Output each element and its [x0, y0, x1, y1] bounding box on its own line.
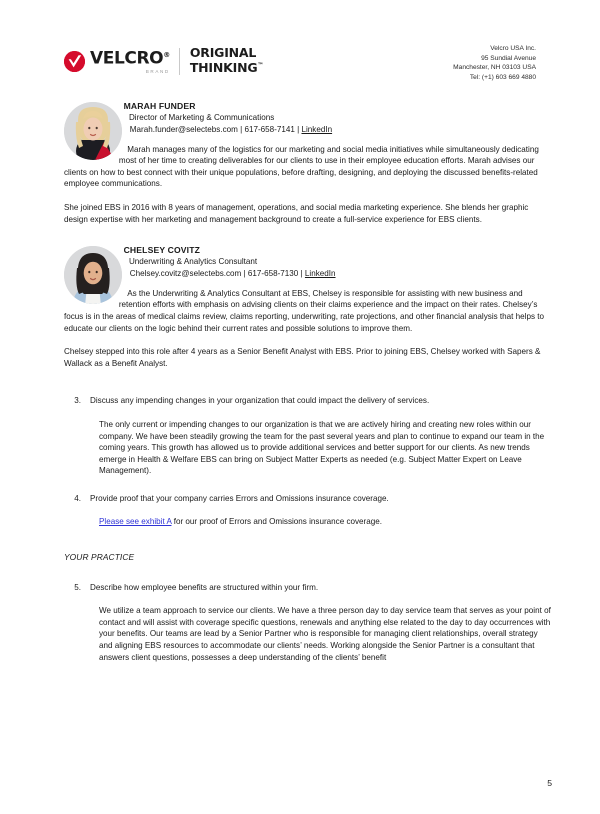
profile-title: Underwriting & Analytics Consultant — [128, 257, 258, 267]
question-number: 5. — [74, 582, 81, 592]
profile-name: CHELSEY COVITZ — [123, 245, 201, 256]
company-address — [453, 44, 536, 82]
profile-name: MARAH FUNDER — [123, 101, 196, 111]
question-text: Discuss any impending changes in your organization that could impact the delivery of services. — [90, 396, 430, 406]
profile-email: Chelsey.covitz@selectebs.com — [129, 268, 242, 278]
linkedin-link[interactable]: LinkedIn — [304, 268, 336, 278]
address-line-2: 95 Sundial Avenue — [481, 54, 536, 62]
original-thinking-tagline — [190, 47, 263, 74]
page-number: 5 — [547, 778, 552, 788]
profile-bio-1: As the Underwriting & Analytics Consultant at EBS, Chelsey is responsible for assisting with new business and retention efforts with emphasis on advising clients on their claims experience and the impact on their rates. Chelsey’s focus is in the areas of medical claims review, claims reporting, underwriting, rate projections, and other financial analysis that helps to educate our clients on the logic behind their current rates and possible solutions to improve them. — [64, 288, 545, 333]
profile-chelsey-covitz — [64, 244, 552, 334]
avatar — [64, 102, 122, 160]
spacer — [64, 564, 552, 582]
velcro-logo — [64, 46, 263, 76]
question-item-4 — [64, 493, 552, 505]
spacer — [64, 369, 552, 395]
address-phone: Tel: (+1) 603 669 4880 — [469, 73, 536, 81]
velcro-brand-name: VELCRO® — [90, 48, 170, 69]
page-header — [0, 38, 600, 100]
profile-contact: Marah.funder@selectebs.com | 617-658-7141 | LinkedIn — [129, 124, 333, 134]
spacer — [64, 190, 552, 202]
spacer — [64, 334, 552, 346]
profile-marah-funder — [64, 100, 552, 190]
question-text: Describe how employee benefits are structured within your firm. — [90, 582, 319, 592]
profile-contact: Chelsey.covitz@selectebs.com | 617-658-7130 | LinkedIn — [129, 268, 336, 278]
answer-text-4 — [99, 516, 552, 528]
profile-phone: 617-658-7130 — [247, 268, 299, 278]
profile-bio-1: Marah manages many of the logistics for our marketing and social media initiatives while simultaneously dedicating most of her time to creating deliverables for our clients to use in their employee education efforts. Marah advises our clients on how to best connect with their unique populations, before drafting, designing, and deploying the discussed benefits-related employee communications. — [64, 144, 539, 189]
spacer — [64, 528, 552, 552]
velcro-checkmark-icon — [64, 51, 85, 72]
question-item-5 — [64, 582, 552, 594]
avatar — [64, 246, 122, 304]
velcro-brand-sub: BRAND — [145, 68, 170, 74]
section-heading-your-practice: YOUR PRACTICE — [64, 552, 135, 563]
velcro-wordmark — [90, 47, 170, 75]
spacer — [64, 504, 552, 516]
logo-divider — [179, 48, 180, 75]
answer-text-5: We utilize a team approach to service our clients. We have a three person day to day service team that serves as your point of contact and will assist with coverage specific questions, renewals and anything else related to the day to day occurrences with your benefits. Our teams are lead by a Senior Partner who is responsible for managing client relationships, overall strategy and aligning EBS resources to accommodate our clients’ needs. Working alongside the Senior Partner is a consultant that answers client questions, possesses a deep understanding of the clients’ benefit — [99, 606, 551, 662]
address-line-1: Velcro USA Inc. — [490, 45, 536, 52]
answer-remainder: for our proof of Errors and Omissions insurance coverage. — [171, 517, 382, 527]
profile-email: Marah.funder@selectebs.com — [129, 124, 238, 134]
tagline-line-1: ORIGINAL — [189, 45, 257, 61]
address-line-3: Manchester, NH 03103 USA — [453, 64, 536, 72]
document-content — [0, 100, 600, 663]
question-text: Provide proof that your company carries Errors and Omissions insurance coverage. — [90, 493, 389, 503]
linkedin-link[interactable]: LinkedIn — [301, 124, 333, 134]
exhibit-a-link[interactable]: Please see exhibit A — [99, 517, 172, 527]
profile-title: Director of Marketing & Communications — [128, 113, 275, 122]
spacer — [64, 407, 552, 419]
question-number: 4. — [74, 493, 81, 503]
profile-bio-2: Chelsey stepped into this role after 4 years as a Senior Benefit Analyst with EBS. Prior to joining EBS, Chelsey worked with Sapers & Wallack as a Benefit Analyst. — [64, 347, 541, 368]
document-page — [0, 38, 600, 814]
spacer — [64, 477, 552, 493]
profile-phone: 617-658-7141 — [244, 124, 295, 134]
answer-text-3: The only current or impending changes to our organization is that we are actively hiring and creating new roles within our company. We have been steadily growing the team for the past several years and plan to continue to expand our team in the coming years. This growth has allowed us to provide additional services and better support for our clients. As new trends emerge in Health & Welfare EBS can bring on Subject Matter Experts as needed (e.g. Subject Matter Expert on Leave Management). — [99, 419, 545, 476]
question-item-3 — [64, 395, 552, 407]
tagline-line-2: THINKING™ — [189, 60, 264, 76]
question-number: 3. — [74, 396, 81, 406]
spacer — [64, 225, 552, 244]
profile-bio-2: She joined EBS in 2016 with 8 years of management, operations, and social media marketing experience. She blends her graphic design expertise with her marketing and management background to create a full-service experience for EBS clients. — [64, 202, 529, 224]
spacer — [64, 593, 552, 605]
